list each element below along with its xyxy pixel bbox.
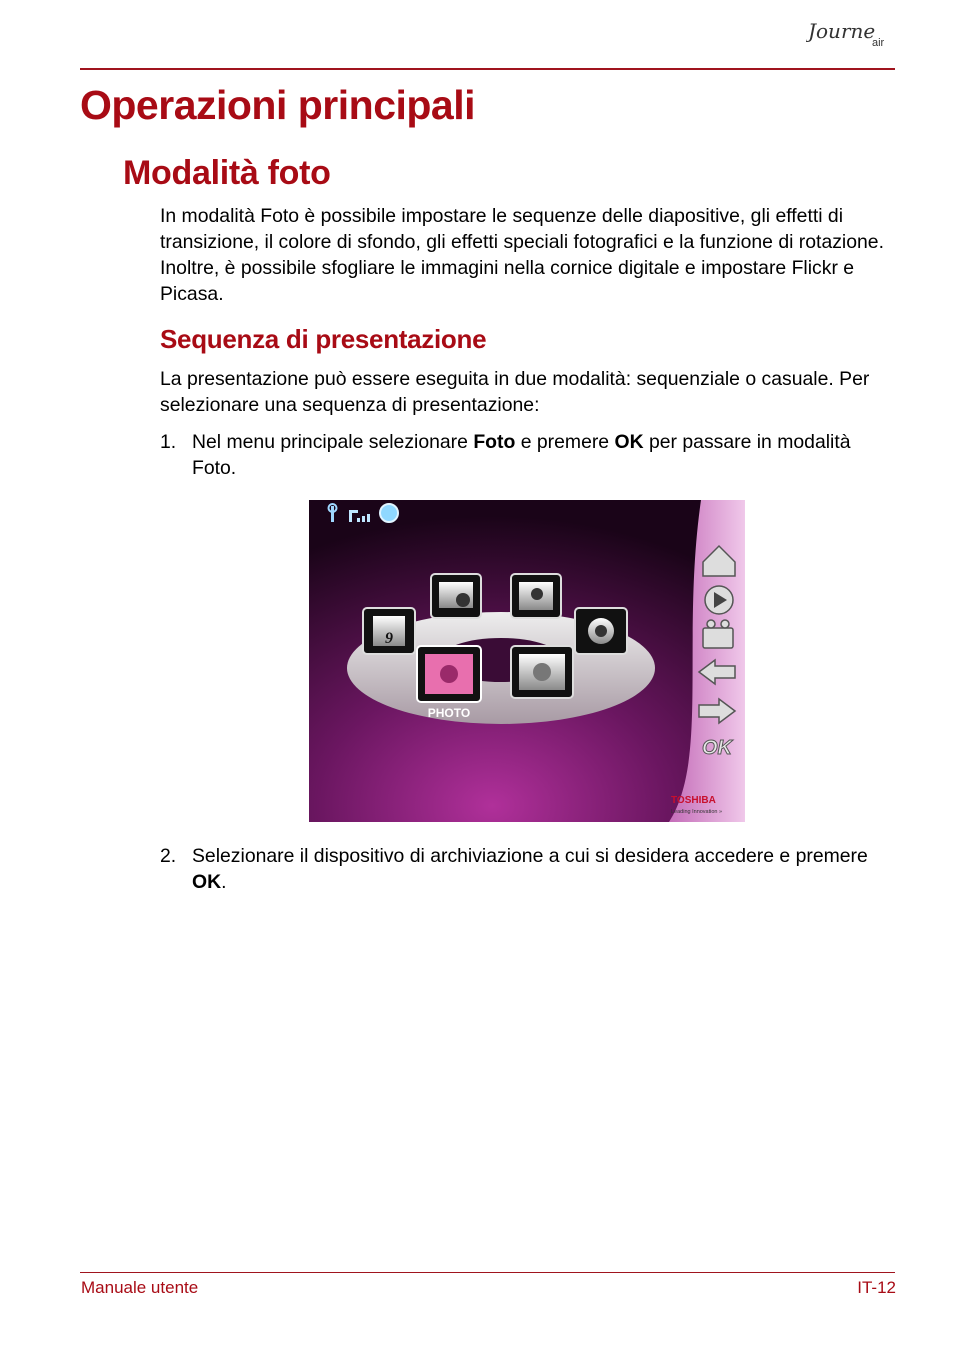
settings-menu-icon (511, 646, 573, 698)
footer-page-number: IT-12 (857, 1278, 896, 1297)
step-number: 2. (160, 845, 177, 867)
calendar-day: 9 (385, 630, 393, 647)
photos-menu-icon (431, 574, 481, 618)
brand-logo: TOSHIBA (671, 795, 716, 806)
status-dot-icon (380, 504, 398, 522)
footer-manual-name: Manuale utente (81, 1278, 199, 1297)
step-number: 1. (160, 431, 177, 453)
video-menu-icon (511, 574, 561, 618)
step-text: Nel menu principale selezionare Foto e premere OK per passare in modalità Foto. (192, 431, 851, 479)
ok-icon: OK (702, 737, 732, 759)
step-1 (160, 429, 898, 481)
subsection-title: Sequenza di presentazione (160, 324, 487, 354)
subsection-intro: La presentazione può essere eseguita in due modalità: sequenziale o casuale. Per selezionare una sequenza di presentazione: (160, 368, 870, 416)
page-title: Operazioni principali (80, 82, 476, 128)
brand-tagline: Leading Innovation » (671, 809, 723, 815)
footer-rule (80, 1272, 895, 1273)
selected-label: PHOTO (427, 706, 471, 720)
music-menu-icon (575, 608, 627, 654)
header-rule (80, 68, 895, 70)
section-intro: In modalità Foto è possibile impostare le sequenze delle diapositive, gli effetti di transizione, il colore di sfondo, gli effetti speciali fotografici e la funzione di rotazione. Inoltre, è possibile sfogliare le immagini nella cornice digitale e impostare Flickr e Picasa. (160, 205, 884, 305)
logo-text-main: Journe (808, 19, 876, 43)
step-text: Selezionare il dispositivo di archiviazione a cui si desidera accedere e premere OK. (192, 845, 868, 893)
calendar-menu-icon (363, 608, 415, 654)
journe-air-logo (806, 14, 898, 64)
photo-menu-icon-selected (417, 646, 481, 702)
photo-mode-screenshot (309, 500, 745, 822)
step-2 (160, 843, 898, 895)
section-title: Modalità foto (123, 154, 331, 192)
logo-text-sub: air (872, 37, 885, 49)
play-icon (705, 586, 733, 614)
